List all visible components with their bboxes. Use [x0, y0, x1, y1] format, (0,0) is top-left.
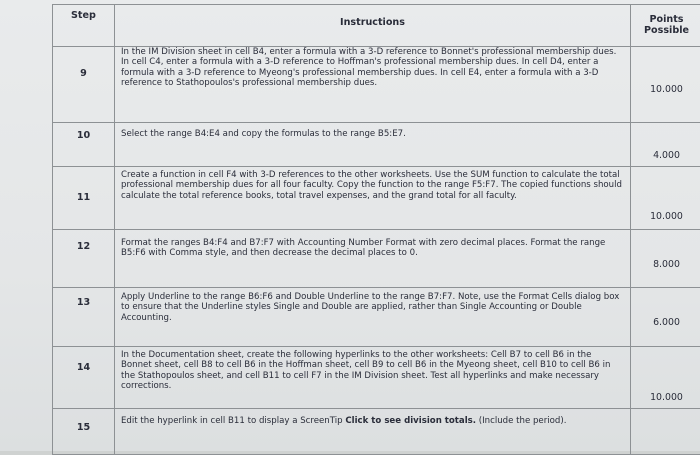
- step-number: 13: [53, 288, 115, 347]
- table-row: [53, 47, 700, 123]
- table-row: [53, 167, 700, 230]
- instruction-text-post: (Include the period).: [476, 416, 566, 426]
- step-number: 14: [53, 347, 115, 409]
- instruction-text: In the Documentation sheet, create the following hyperlinks to the other worksheets: Cell B7 to cell B6 in the Bonnet sheet, cell B8 to cell B6 in the Hoffman sheet, cell B9 to cell B6 in the Myeong sheet, cell B10 to cell B6 in the Stathopoulos sheet, and cell B11 to cell F7 in the IM Division sheet. Test all hyperlinks and make necessary corrections.: [115, 347, 631, 409]
- points-value: 10.000: [631, 347, 700, 409]
- instruction-text: Create a function in cell F4 with 3-D references to the other worksheets. Use the SUM function to calculate the total professional membership dues for all four faculty. Copy the function to the range F5:F7. The copied functions should calculate the total reference books, total travel expenses, and the grand total for all faculty.: [115, 167, 631, 230]
- screentip-text: Click to see division totals.: [345, 416, 476, 426]
- step-number: 10: [53, 123, 115, 167]
- instruction-text: [115, 409, 631, 455]
- table-row: [53, 230, 700, 288]
- instruction-text: Select the range B4:E4 and copy the formulas to the range B5:E7.: [115, 123, 631, 167]
- step-number: 12: [53, 230, 115, 288]
- table-row: [53, 409, 700, 455]
- points-value: 10.000: [631, 167, 700, 230]
- header-step: Step: [53, 5, 115, 47]
- table-row: [53, 347, 700, 409]
- instruction-text-pre: Edit the hyperlink in cell B11 to display a ScreenTip: [121, 416, 345, 426]
- step-number: 15: [53, 409, 115, 455]
- header-instructions: Instructions: [115, 5, 631, 47]
- step-number: 9: [53, 47, 115, 123]
- instruction-text: Format the ranges B4:F4 and B7:F7 with Accounting Number Format with zero decimal places. Format the range B5:F6 with Comma style, and then decrease the decimal places to 0.: [115, 230, 631, 288]
- table-row: [53, 288, 700, 347]
- instruction-text: Apply Underline to the range B6:F6 and Double Underline to the range B7:F7. Note, use the Format Cells dialog box to ensure that the Underline styles Single and Double are applied, rather than Single Accounting or Double Accounting.: [115, 288, 631, 347]
- points-value: 4.000: [631, 123, 700, 167]
- points-value: 10.000: [631, 47, 700, 123]
- table-row: [53, 123, 700, 167]
- instruction-text: In the IM Division sheet in cell B4, enter a formula with a 3-D reference to Bonnet's professional membership dues. In cell C4, enter a formula with a 3-D reference to Hoffman's professional membership dues. In cell D4, enter a formula with a 3-D reference to Myeong's professional membership dues. In cell E4, enter a formula with a 3-D reference to Stathopoulos's professional membership dues.: [115, 47, 631, 123]
- points-value: [631, 409, 700, 455]
- points-value: 6.000: [631, 288, 700, 347]
- header-row: [53, 5, 700, 47]
- points-value: 8.000: [631, 230, 700, 288]
- step-number: 11: [53, 167, 115, 230]
- instructions-table: [52, 4, 700, 455]
- header-points-possible: Points Possible: [631, 5, 700, 47]
